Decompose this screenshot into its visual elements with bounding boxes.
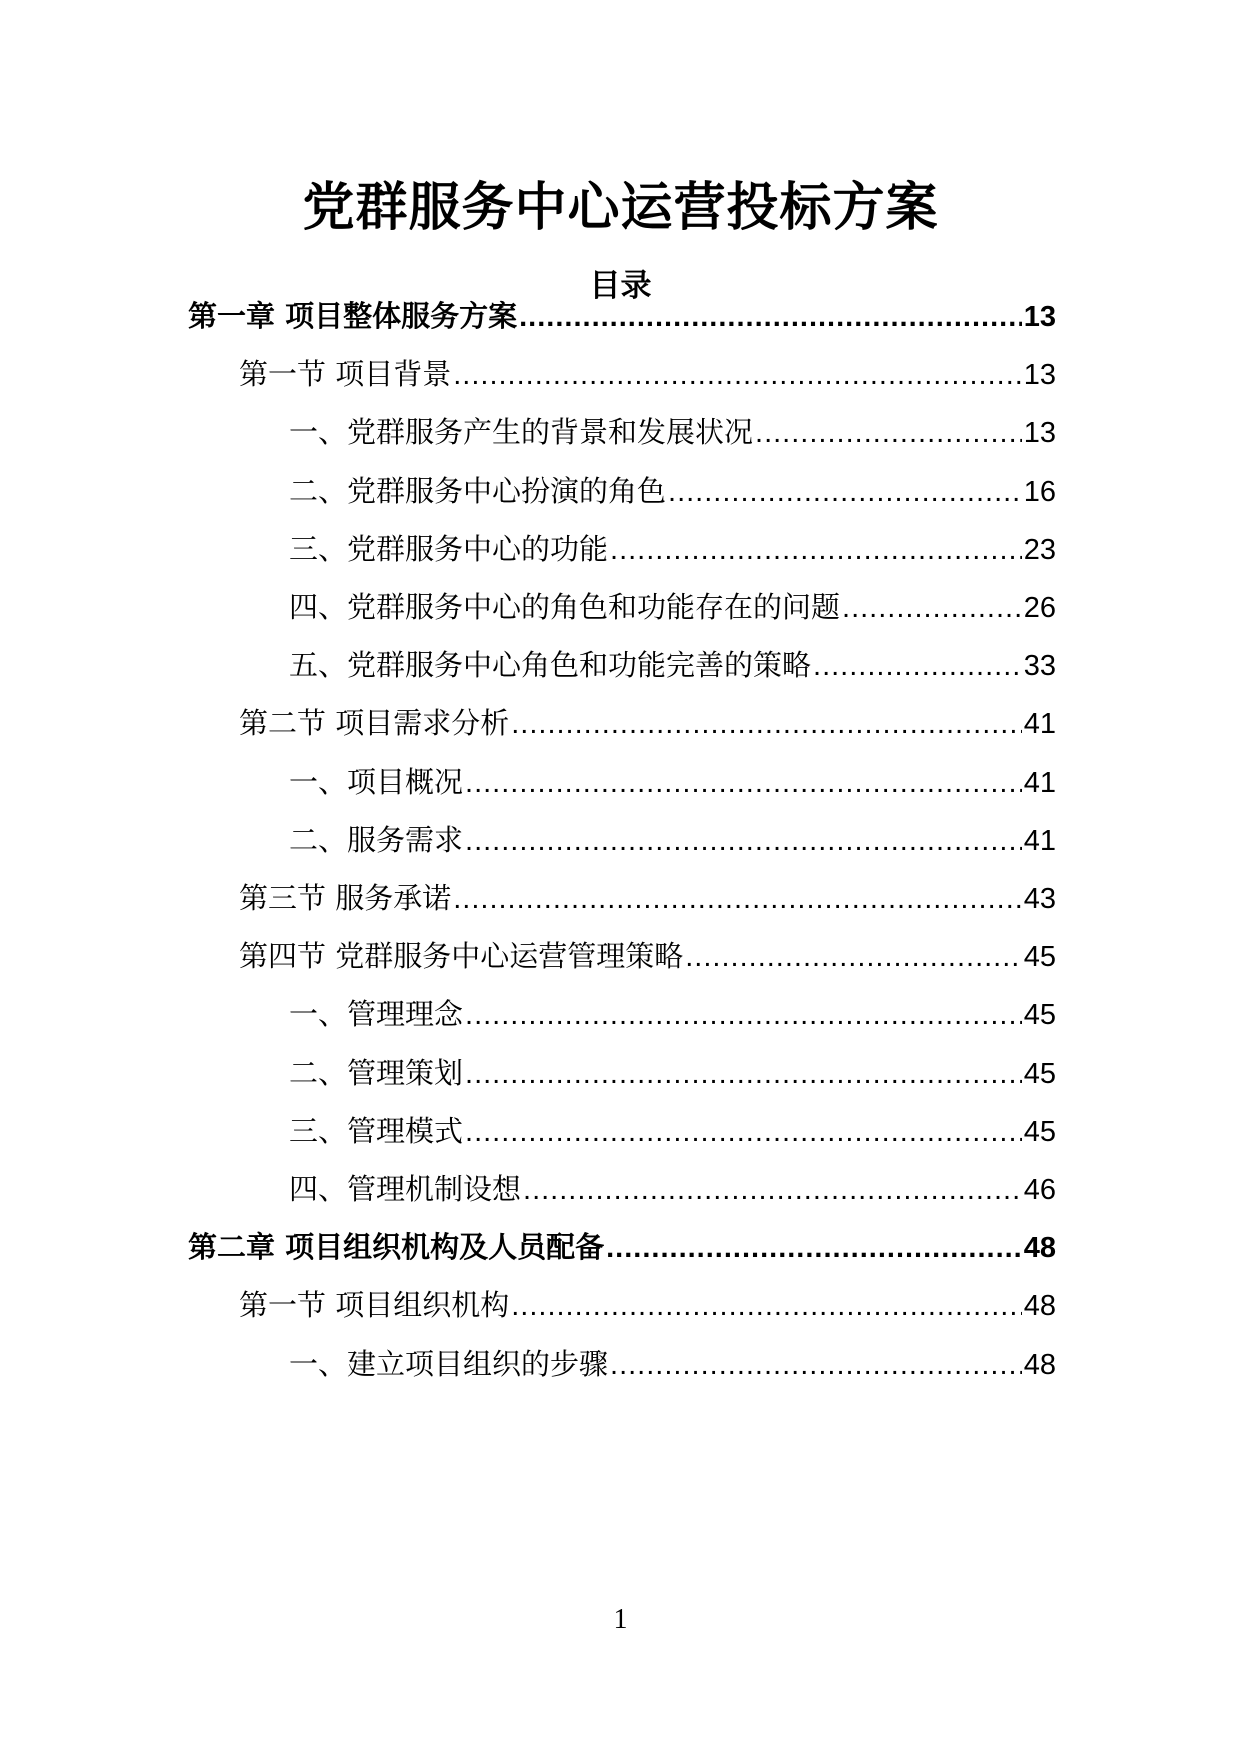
- toc-entry-title: 四、党群服务中心的角色和功能存在的问题: [289, 590, 841, 624]
- toc-dot-leader: [606, 1226, 1022, 1270]
- toc-dot-leader: [813, 644, 1022, 688]
- toc-entry-page: 43: [1023, 883, 1056, 915]
- page-number: 1: [613, 1604, 628, 1635]
- toc-entry-page: 41: [1023, 824, 1056, 857]
- toc-dot-leader: [511, 702, 1022, 746]
- toc-entry[interactable]: [239, 352, 1056, 396]
- toc-entry-page: 33: [1023, 650, 1056, 683]
- toc-entry-page: 23: [1023, 533, 1056, 566]
- toc-entry[interactable]: [289, 1051, 1056, 1095]
- toc-entry-title: 第四节 党群服务中心运营管理策略: [239, 939, 684, 974]
- toc-entry-title: 第一节 项目组织机构: [239, 1288, 510, 1323]
- toc-entry-title: 五、党群服务中心角色和功能完善的策略: [289, 648, 812, 683]
- toc-entry[interactable]: [239, 701, 1056, 745]
- toc-entry[interactable]: [289, 527, 1056, 571]
- toc-dot-leader: [685, 935, 1022, 979]
- toc-entry-page: 45: [1023, 1115, 1056, 1148]
- toc-entry-title: 二、服务需求: [289, 822, 464, 857]
- toc-entry[interactable]: [239, 1283, 1056, 1327]
- toc-dot-leader: [453, 353, 1022, 397]
- toc-entry[interactable]: [289, 1167, 1056, 1211]
- toc-entry-page: 48: [1023, 1232, 1056, 1265]
- toc-dot-leader: [453, 877, 1022, 921]
- toc-dot-leader: [842, 586, 1022, 630]
- toc-entry-page: 13: [1023, 417, 1056, 450]
- toc-entry-title: 三、党群服务中心的功能: [289, 531, 609, 566]
- toc-entry-title: 第三节 服务承诺: [239, 881, 452, 915]
- toc-entry-title: 第二节 项目需求分析: [239, 706, 510, 741]
- toc-dot-leader: [519, 295, 1022, 339]
- toc-entry-title: 四、管理机制设想: [289, 1172, 522, 1206]
- toc-heading: 目录: [589, 268, 652, 304]
- toc-entry-page: 13: [1023, 301, 1056, 333]
- toc-entry-page: 46: [1023, 1174, 1056, 1206]
- toc-entry-title: 第一章 项目整体服务方案: [188, 299, 518, 333]
- toc-dot-leader: [511, 1284, 1022, 1328]
- toc-entry-title: 一、管理理念: [289, 997, 464, 1032]
- toc-dot-leader: [610, 528, 1022, 572]
- toc-dot-leader: [465, 1052, 1022, 1096]
- toc-entry-title: 一、建立项目组织的步骤: [289, 1346, 609, 1381]
- toc-entry-title: 二、管理策划: [289, 1055, 464, 1090]
- toc-entry[interactable]: [239, 934, 1056, 978]
- toc-entry-page: 26: [1023, 592, 1056, 624]
- toc-dot-leader: [465, 1110, 1022, 1154]
- toc-entry-title: 第一节 项目背景: [239, 357, 452, 392]
- toc-entry[interactable]: [289, 760, 1056, 804]
- toc-entry[interactable]: [239, 876, 1056, 920]
- document-title: 党群服务中心运营投标方案: [302, 178, 939, 238]
- toc-dot-leader: [465, 761, 1022, 805]
- toc-dot-leader: [668, 470, 1022, 514]
- toc-entry-page: 45: [1023, 999, 1056, 1032]
- toc-dot-leader: [465, 993, 1022, 1037]
- toc-entry-page: 16: [1023, 475, 1056, 508]
- toc-entry-title: 三、管理模式: [289, 1113, 464, 1148]
- toc-dot-leader: [755, 411, 1022, 455]
- toc-entry[interactable]: [188, 294, 1056, 338]
- toc-entry[interactable]: [289, 410, 1056, 454]
- toc-entry[interactable]: [289, 469, 1056, 513]
- toc-entry[interactable]: [289, 1342, 1056, 1386]
- toc-entry[interactable]: [289, 1109, 1056, 1153]
- toc-entry[interactable]: [289, 585, 1056, 629]
- toc-dot-leader: [610, 1343, 1022, 1387]
- toc-entry-page: 48: [1023, 1290, 1056, 1323]
- toc-entry[interactable]: [289, 992, 1056, 1036]
- toc-entry[interactable]: [188, 1225, 1056, 1269]
- toc-entry-page: 45: [1023, 941, 1056, 974]
- toc-dot-leader: [465, 819, 1022, 863]
- toc-entry[interactable]: [289, 643, 1056, 687]
- toc-entry-title: 一、项目概况: [289, 764, 464, 799]
- toc-entry-page: 41: [1023, 766, 1056, 799]
- toc-dot-leader: [523, 1168, 1022, 1212]
- toc-entry-page: 41: [1023, 708, 1056, 741]
- toc-entry[interactable]: [289, 818, 1056, 862]
- toc-entry-title: 一、党群服务产生的背景和发展状况: [289, 415, 754, 450]
- toc-entry-title: 二、党群服务中心扮演的角色: [289, 473, 667, 508]
- toc-entry-page: 13: [1023, 359, 1056, 392]
- toc-entry-page: 48: [1023, 1348, 1056, 1381]
- toc-entry-page: 45: [1023, 1057, 1056, 1090]
- toc-entry-title: 第二章 项目组织机构及人员配备: [188, 1230, 605, 1265]
